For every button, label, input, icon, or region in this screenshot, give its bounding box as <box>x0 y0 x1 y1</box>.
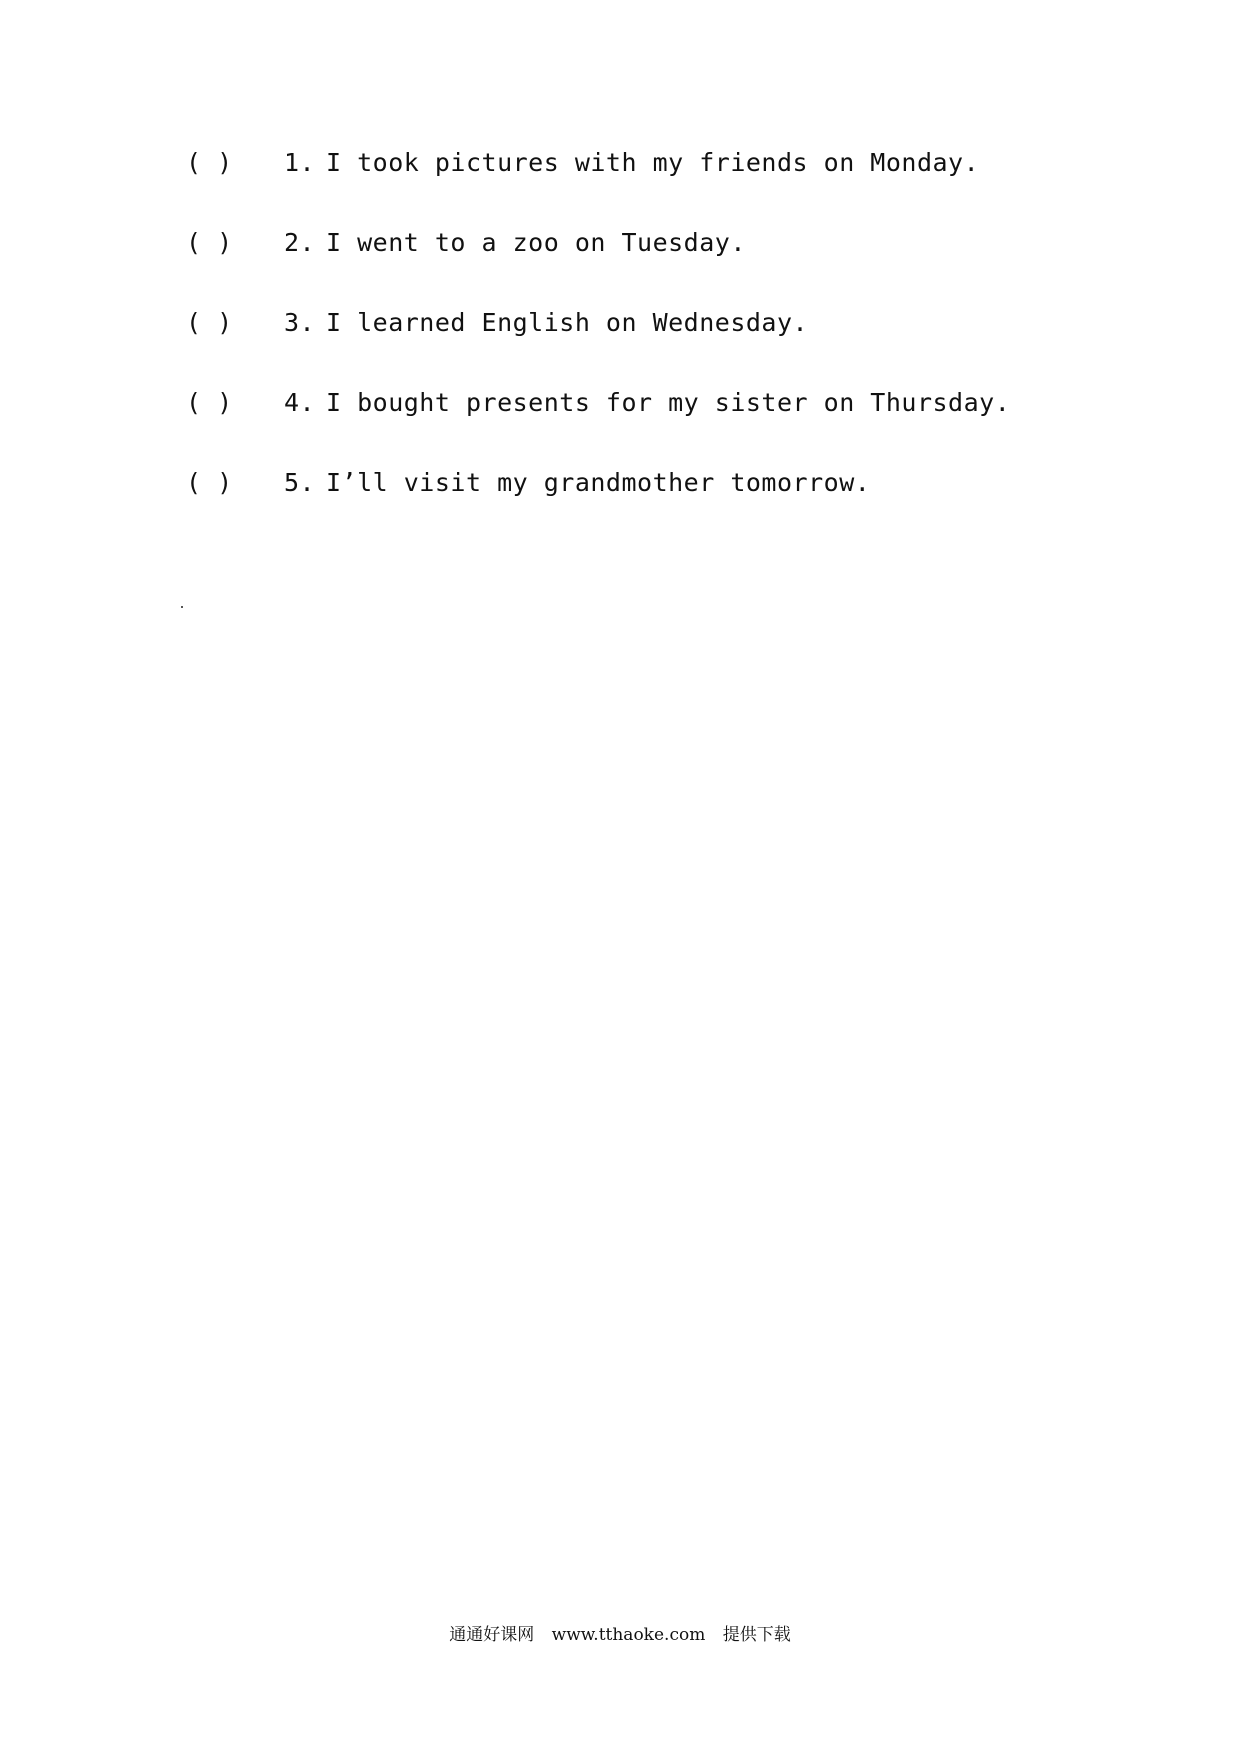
question-number: 4. <box>284 388 316 417</box>
answer-blank: ( ) <box>186 308 233 337</box>
footer-url: www.tthaoke.com <box>551 1625 706 1645</box>
question-text: I’ll visit my grandmother tomorrow. <box>326 468 871 497</box>
question-text: I bought presents for my sister on Thursday. <box>326 388 1011 417</box>
question-list <box>186 148 1086 548</box>
answer-blank: ( ) <box>186 468 233 497</box>
question-item <box>186 308 1086 388</box>
question-number: 3. <box>284 308 316 337</box>
question-item <box>186 148 1086 228</box>
question-text: I learned English on Wednesday. <box>326 308 809 337</box>
question-number: 1. <box>284 148 316 177</box>
question-item <box>186 388 1086 468</box>
question-item <box>186 468 1086 548</box>
question-text: I went to a zoo on Tuesday. <box>326 228 746 257</box>
answer-blank: ( ) <box>186 228 233 257</box>
footer-site-name: 通通好课网 <box>449 1625 535 1645</box>
question-number: 2. <box>284 228 316 257</box>
question-number: 5. <box>284 468 316 497</box>
footer-note: 提供下载 <box>722 1625 791 1645</box>
question-item <box>186 228 1086 308</box>
stray-mark <box>181 606 183 608</box>
answer-blank: ( ) <box>186 148 233 177</box>
question-text: I took pictures with my friends on Monday. <box>326 148 980 177</box>
page-footer <box>0 1620 1240 1645</box>
answer-blank: ( ) <box>186 388 233 417</box>
